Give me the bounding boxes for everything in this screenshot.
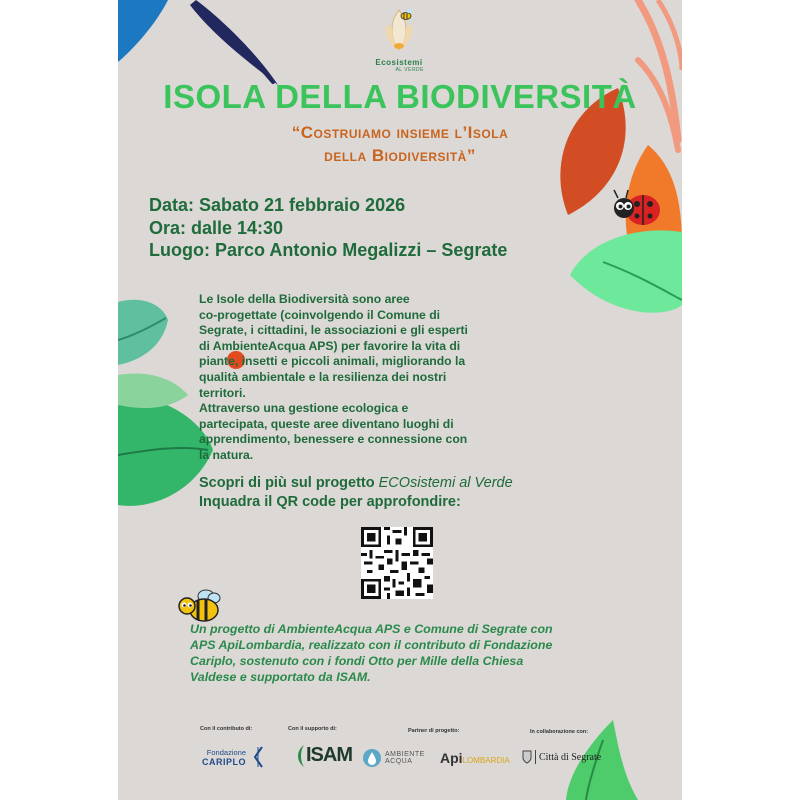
ambienteacqua-logo — [362, 748, 425, 768]
logo-name: Ecosistemi — [375, 58, 423, 67]
apilombardia-b: LOMBARDIA — [462, 756, 510, 765]
subtitle-line-2: della Biodiversità” — [324, 146, 476, 165]
cariplo-top: Fondazione — [206, 748, 246, 757]
segrate-text: Città di Segrate — [539, 751, 602, 763]
credits-line: Cariplo, sostenuto con i fondi Otto per Mille della Chiesa — [190, 654, 524, 668]
event-date: Data: Sabato 21 febbraio 2026 — [149, 195, 406, 215]
teal-leaf-left — [118, 300, 168, 365]
project-name: ECOsistemi al Verde — [378, 475, 513, 491]
event-details — [149, 194, 507, 262]
navy-leaf-stem — [228, 30, 273, 82]
event-time: Ora: dalle 14:30 — [149, 217, 284, 238]
ambiente-top: AMBIENTE — [385, 751, 425, 758]
description-line: qualità ambientale e la resilienza dei nostri — [199, 369, 447, 384]
description-line: la natura. — [199, 447, 254, 462]
description-line: di AmbienteAcqua APS) per favorire la vita di — [199, 338, 461, 353]
flower-logo-icon — [376, 8, 422, 52]
support-label: Con il supporto di: — [288, 726, 337, 732]
cariplo-mark-icon — [252, 745, 264, 769]
coat-of-arms-icon — [522, 750, 532, 764]
segrate-logo — [522, 750, 601, 764]
page-title: ISOLA DELLA BIODIVERSITÀ — [163, 78, 637, 115]
description-line: co-progettate (coinvolgendo il Comune di — [199, 307, 441, 322]
description-line: Segrate, i cittadini, le associazioni e gli esperti — [199, 323, 468, 338]
description-line: Attraverso una gestione ecologica e — [199, 401, 409, 416]
partner-label: Partner di progetto: — [408, 728, 460, 734]
more-info — [199, 474, 513, 511]
credits-line: APS ApiLombardia, realizzato con il contributo di Fondazione — [190, 638, 553, 652]
subtitle — [118, 121, 682, 167]
description-line: Le Isole della Biodiversità sono aree — [199, 292, 410, 306]
collab-label: In collaborazione con: — [530, 729, 589, 735]
credits-line: Valdese e supportato da ISAM. — [190, 670, 371, 684]
apilombardia-a: Api — [440, 750, 463, 766]
ecosistemi-logo — [364, 8, 434, 73]
segrate-divider — [535, 750, 536, 764]
water-drop-icon — [362, 748, 382, 768]
isam-text: ISAM — [306, 744, 352, 766]
apilombardia-logo — [440, 750, 510, 768]
event-place: Luogo: Parco Antonio Megalizzi – Segrate — [149, 240, 508, 260]
credits-line: Un progetto di AmbienteAcqua APS e Comune di Segrate con — [190, 622, 553, 636]
description-line: piante, insetti e piccoli animali, migliorando la — [199, 354, 466, 369]
description-line: apprendimento, benessere e connessione con — [199, 432, 468, 447]
credits — [190, 621, 630, 685]
qr-code[interactable] — [361, 527, 433, 599]
contrib-label: Con il contributo di: — [200, 726, 253, 732]
cariplo-logo — [202, 748, 246, 767]
description-line: partecipata, queste aree diventano luoghi di — [199, 416, 454, 431]
blue-leaf-shape — [118, 0, 168, 62]
subtitle-line-1: “Costruiamo insieme l’Isola — [291, 123, 509, 142]
small-green-leaf — [118, 374, 188, 408]
description — [199, 292, 529, 464]
more-prefix: Scopri di più sul progetto — [199, 475, 379, 491]
isam-leaf-icon — [296, 745, 306, 767]
description-line: territori. — [199, 385, 246, 400]
qr-instruction: Inquadra il QR code per approfondire: — [199, 493, 461, 510]
ladybug-icon — [610, 186, 664, 230]
event-poster — [118, 0, 682, 800]
bee-icon — [176, 586, 224, 626]
logo-tagline: AL VERDE — [395, 67, 424, 73]
isam-logo — [296, 744, 352, 767]
cariplo-bottom: CARIPLO — [202, 757, 246, 767]
ambiente-bottom: ACQUA — [385, 758, 413, 765]
